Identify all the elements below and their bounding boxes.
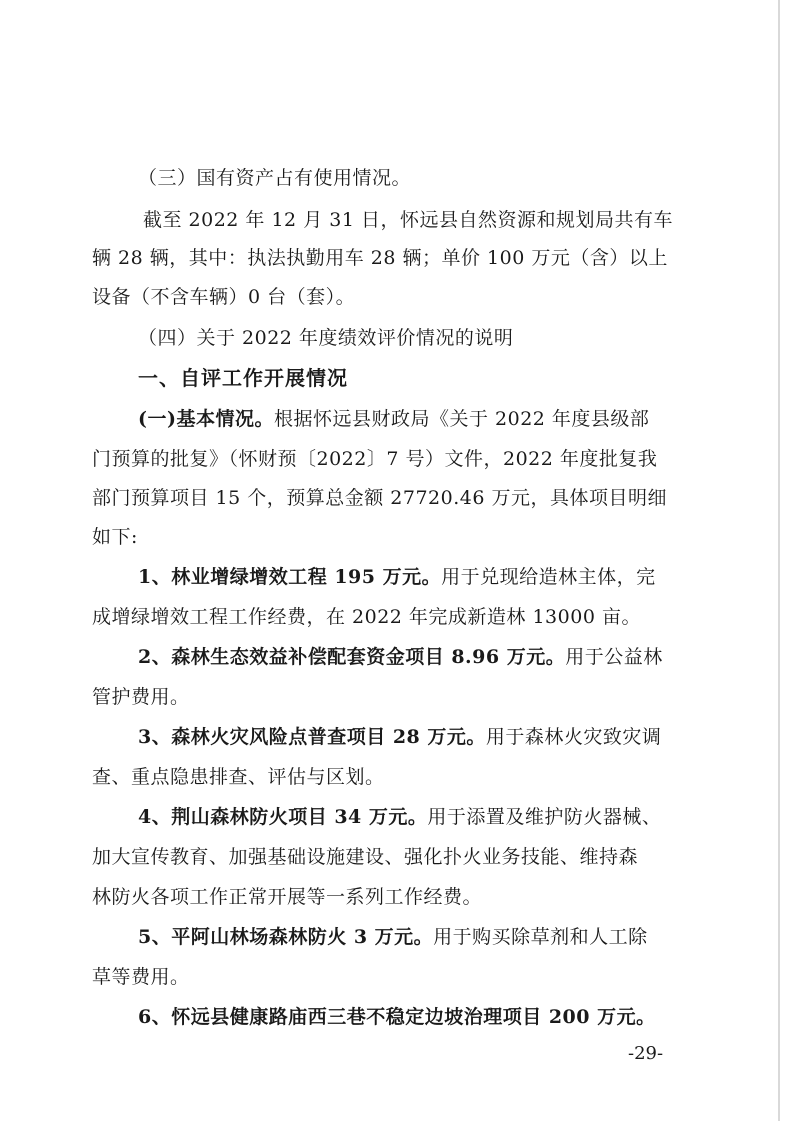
project-item-5-desc: 用于购买除草剂和人工除: [433, 926, 648, 948]
project-item-5-title: 5、平阿山林场森林防火 3 万元。: [138, 926, 434, 948]
project-item-4-desc: 用于添置及维护防火器械、: [427, 806, 662, 828]
section-heading-assets: （三）国有资产占有使用情况。: [138, 167, 412, 189]
project-item-2-line-2: 管护费用。: [92, 686, 190, 708]
project-item-2-line-1: [138, 645, 663, 669]
heading-self-evaluation: 一、自评工作开展情况: [138, 366, 348, 390]
basic-info-line-2: 门预算的批复》（怀财预〔2022〕7 号）文件，2022 年度批复我: [92, 448, 658, 470]
section-heading-performance: （四）关于 2022 年度绩效评价情况的说明: [138, 327, 514, 349]
project-item-3-line-2: 查、重点隐患排查、评估与区划。: [92, 766, 385, 788]
assets-para-line-2: 辆 28 辆，其中：执法执勤用车 28 辆；单价 100 万元（含）以上: [92, 247, 668, 269]
basic-info-line-4: 如下:: [92, 526, 138, 548]
project-item-4-line-2: 加大宣传教育、加强基础设施建设、强化扑火业务技能、维持森: [92, 846, 639, 868]
page-number: -29-: [628, 1043, 664, 1064]
assets-para-line-1: 截至 2022 年 12 月 31 日，怀远县自然资源和规划局共有车: [143, 209, 673, 231]
project-item-4-line-3: 林防火各项工作正常开展等一系列工作经费。: [92, 886, 483, 908]
project-item-1-desc: 用于兑现给造林主体，完: [441, 566, 656, 588]
project-item-2-desc: 用于公益林: [565, 646, 663, 668]
project-item-1-title: 1、林业增绿增效工程 195 万元。: [138, 566, 442, 588]
project-item-6-title: 6、怀远县健康路庙西三巷不稳定边坡治理项目 200 万元。: [138, 1006, 656, 1028]
basic-info-line-3: 部门预算项目 15 个，预算总金额 27720.46 万元，具体项目明细: [92, 487, 667, 509]
basic-info-lead: (一)基本情况。: [138, 408, 274, 430]
project-item-5-line-2: 草等费用。: [92, 966, 190, 988]
project-item-1-line-2: 成增绿增效工程工作经费，在 2022 年完成新造林 13000 亩。: [92, 606, 641, 628]
project-item-3-desc: 用于森林火灾致灾调: [485, 726, 662, 748]
project-item-1-line-1: [138, 565, 656, 589]
project-item-2-title: 2、森林生态效益补偿配套资金项目 8.96 万元。: [138, 646, 566, 668]
project-item-4-title: 4、荆山森林防火项目 34 万元。: [138, 806, 428, 828]
basic-info-line-1: [138, 407, 649, 431]
project-item-3-line-1: [138, 725, 661, 749]
project-item-5-line-1: [138, 925, 648, 949]
basic-info-line-1-text: 根据怀远县财政局《关于 2022 年度县级部: [273, 408, 650, 430]
project-item-3-title: 3、森林火灾风险点普查项目 28 万元。: [138, 726, 486, 748]
project-item-4-line-1: [138, 805, 661, 829]
assets-para-line-3: 设备（不含车辆）0 台（套）。: [92, 286, 356, 308]
